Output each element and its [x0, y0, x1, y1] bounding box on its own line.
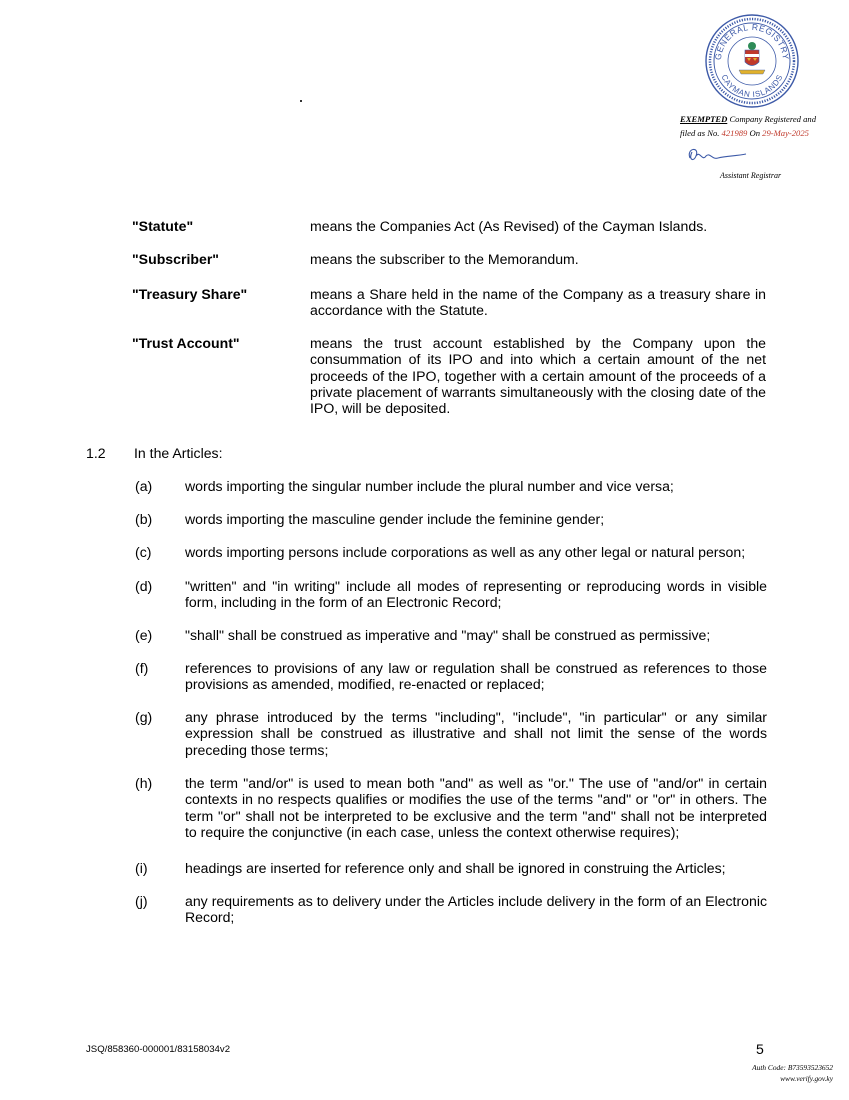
clause-text: words importing the singular number include the plural number and vice versa;	[185, 478, 674, 494]
clause-label: (b)	[135, 511, 153, 527]
definition-term: "Statute"	[132, 218, 194, 234]
clause-label: (d)	[135, 578, 153, 594]
definition-term: "Treasury Share"	[132, 286, 248, 302]
section-heading: In the Articles:	[134, 445, 223, 461]
page-number: 5	[756, 1041, 764, 1057]
clause-label: (j)	[135, 893, 148, 909]
document-reference: JSQ/858360-000001/83158034v2	[86, 1044, 231, 1055]
definition-term: "Subscriber"	[132, 251, 219, 267]
definition-term: "Trust Account"	[132, 335, 240, 351]
registration-line-1: EXEMPTED Company Registered and	[680, 114, 816, 124]
registration-date: 29-May-2025	[762, 128, 809, 138]
clause-label: (e)	[135, 627, 153, 643]
registry-seal	[703, 12, 801, 110]
verify-url: www.verify.gov.ky	[780, 1074, 833, 1083]
definition-text: means the Companies Act (As Revised) of the Cayman Islands.	[310, 218, 708, 234]
company-number: 421989	[721, 128, 748, 138]
clause-text: words importing persons include corporations as well as any other legal or natural person;	[185, 544, 746, 560]
clause-label: (g)	[135, 709, 153, 725]
clause-text: any phrase introduced by the terms "including", "include", "in particular" or any similar expression shall be construed as illustrative and shall not limit the sense of the words preceding those terms;	[185, 709, 767, 758]
auth-code: Auth Code: B73593523652	[752, 1063, 833, 1072]
registry-stamp	[680, 12, 840, 187]
clause-text: "shall" shall be construed as imperative and "may" shall be construed as permissive;	[185, 627, 711, 643]
section-number: 1.2	[86, 445, 106, 461]
clause-text: references to provisions of any law or regulation shall be construed as references to those provisions as amended, modified, re-enacted or replaced;	[185, 660, 767, 693]
clause-text: any requirements as to delivery under the Articles include delivery in the form of an Electronic Record;	[185, 893, 767, 926]
clause-label: (a)	[135, 478, 153, 494]
signature	[684, 144, 754, 166]
definition-text: means a Share held in the name of the Company as a treasury share in accordance with the Statute.	[310, 286, 766, 319]
clause-label: (f)	[135, 660, 149, 676]
clause-text: headings are inserted for reference only and shall be ignored in construing the Articles;	[185, 860, 726, 876]
clause-label: (i)	[135, 860, 148, 876]
coat-of-arms-icon	[739, 42, 765, 74]
clause-text: the term "and/or" is used to mean both "and" as well as "or." The use of "and/or" in certain contexts in no respects qualifies or modifies the use of the terms "and" or "or" in others. The term "or" shall not be interpreted to be exclusive and the term "and" shall not be interpreted to require the conjunctive (in each case, unless the context otherwise requires);	[185, 775, 767, 840]
seal-text-top: GENERAL REGISTRY	[712, 21, 792, 61]
definition-text: means the subscriber to the Memorandum.	[310, 251, 579, 267]
status-label: EXEMPTED	[680, 114, 728, 124]
clause-label: (c)	[135, 544, 152, 560]
clause-text: words importing the masculine gender include the feminine gender;	[185, 511, 605, 527]
seal-text-bottom: CAYMAN ISLANDS	[719, 73, 785, 100]
clause-text: "written" and "in writing" include all modes of representing or reproducing words in visible form, including in the form of an Electronic Record;	[185, 578, 767, 611]
speck-dot	[300, 100, 302, 102]
clause-label: (h)	[135, 775, 153, 791]
definition-text: means the trust account established by the Company upon the consummation of its IPO and into which a certain amount of the net proceeds of the IPO, together with a certain amount of the proceeds of a private placement of warrants simultaneously with the closing date of the IPO, will be deposited.	[310, 335, 766, 417]
signatory-title: Assistant Registrar	[720, 171, 782, 180]
registration-line-2: filed as No. 421989 On 29-May-2025	[680, 128, 809, 138]
